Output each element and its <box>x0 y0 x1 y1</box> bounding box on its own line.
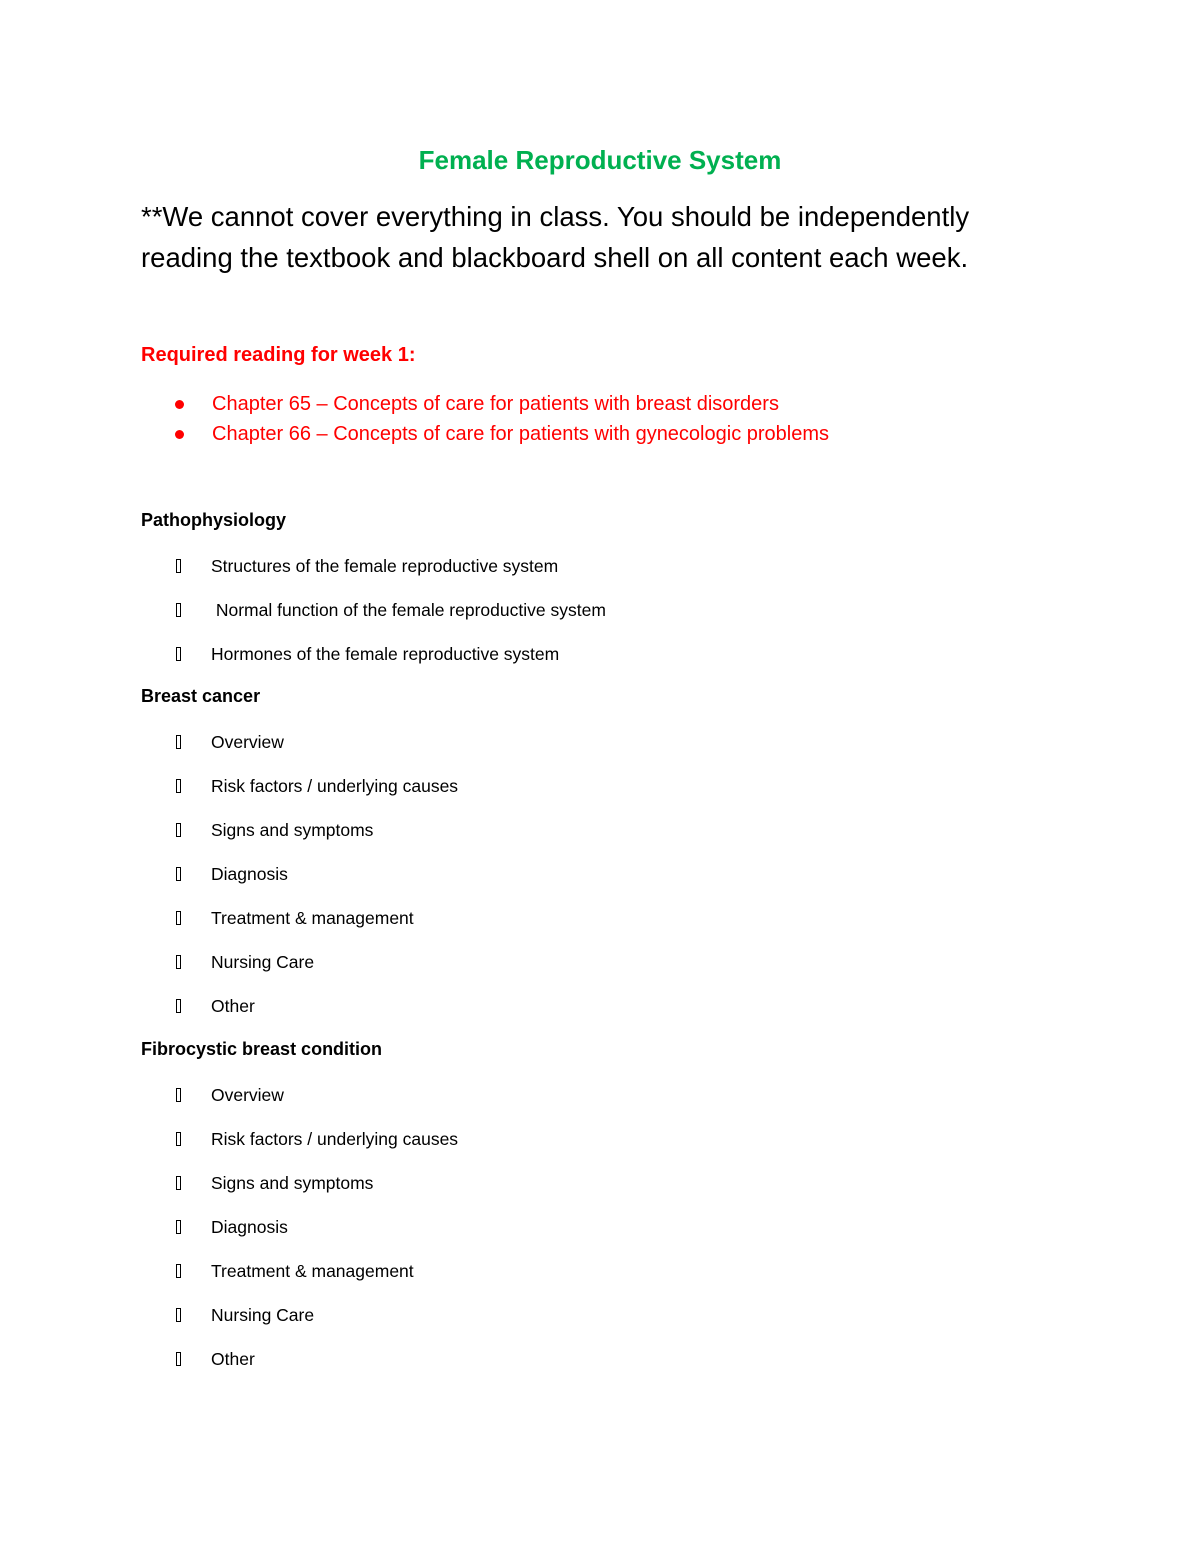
section-fibrocystic-breast-condition <box>141 1035 459 1389</box>
section-breast-cancer <box>141 682 459 1036</box>
topic-list <box>141 1081 459 1389</box>
required-reading-text: Chapter 65 – Concepts of care for patients with breast disorders <box>212 393 779 415</box>
required-reading-heading: Required reading for week 1: <box>141 344 416 366</box>
required-reading-text: Chapter 66 – Concepts of care for patients with gynecologic problems <box>212 423 830 445</box>
topic-item: Diagnosis <box>141 860 260 904</box>
box-bullet-icon <box>176 1132 181 1146</box>
topic-item: Structures of the female reproductive system <box>141 552 286 596</box>
topic-item: Hormones of the female reproductive system <box>141 640 286 684</box>
topic-item: Nursing Care <box>141 948 260 992</box>
box-bullet-icon <box>176 911 181 925</box>
topic-item: Overview <box>141 728 260 772</box>
topic-item: Treatment & management <box>141 904 260 948</box>
document-title: Female Reproductive System <box>418 145 782 175</box>
topic-item: Risk factors / underlying causes <box>141 1125 382 1169</box>
topic-item: Signs and symptoms <box>141 1169 382 1213</box>
box-bullet-icon <box>176 999 181 1013</box>
box-bullet-icon <box>176 603 181 617</box>
intro-line-2: reading the textbook and blackboard shell on all content each week. <box>141 242 969 273</box>
box-bullet-icon <box>176 1352 181 1366</box>
box-bullet-icon <box>176 1176 181 1190</box>
box-bullet-icon <box>176 647 181 661</box>
topic-item: Diagnosis <box>141 1213 382 1257</box>
topic-item: Normal function of the female reproductive system <box>141 596 286 640</box>
section-heading: Breast cancer <box>141 686 261 706</box>
box-bullet-icon <box>176 1308 181 1322</box>
bullet-icon <box>175 430 184 439</box>
section-pathophysiology <box>141 506 606 684</box>
intro-line-1: **We cannot cover everything in class. You should be independently <box>141 201 970 232</box>
box-bullet-icon <box>176 1264 181 1278</box>
box-bullet-icon <box>176 559 181 573</box>
box-bullet-icon <box>176 735 181 749</box>
topic-item: Treatment & management <box>141 1257 382 1301</box>
box-bullet-icon <box>176 1088 181 1102</box>
topic-item: Risk factors / underlying causes <box>141 772 260 816</box>
section-heading: Fibrocystic breast condition <box>141 1039 383 1059</box>
topic-item: Other <box>141 1345 382 1389</box>
box-bullet-icon <box>176 779 181 793</box>
box-bullet-icon <box>176 955 181 969</box>
section-heading: Pathophysiology <box>141 510 287 530</box>
intro-note <box>141 196 1101 278</box>
bullet-icon <box>175 400 184 409</box>
topic-item: Nursing Care <box>141 1301 382 1345</box>
box-bullet-icon <box>176 823 181 837</box>
box-bullet-icon <box>176 867 181 881</box>
topic-item: Overview <box>141 1081 382 1125</box>
topic-item: Signs and symptoms <box>141 816 260 860</box>
topic-list <box>141 728 459 1036</box>
topic-item: Other <box>141 992 260 1036</box>
topic-list <box>141 552 606 684</box>
box-bullet-icon <box>176 1220 181 1234</box>
